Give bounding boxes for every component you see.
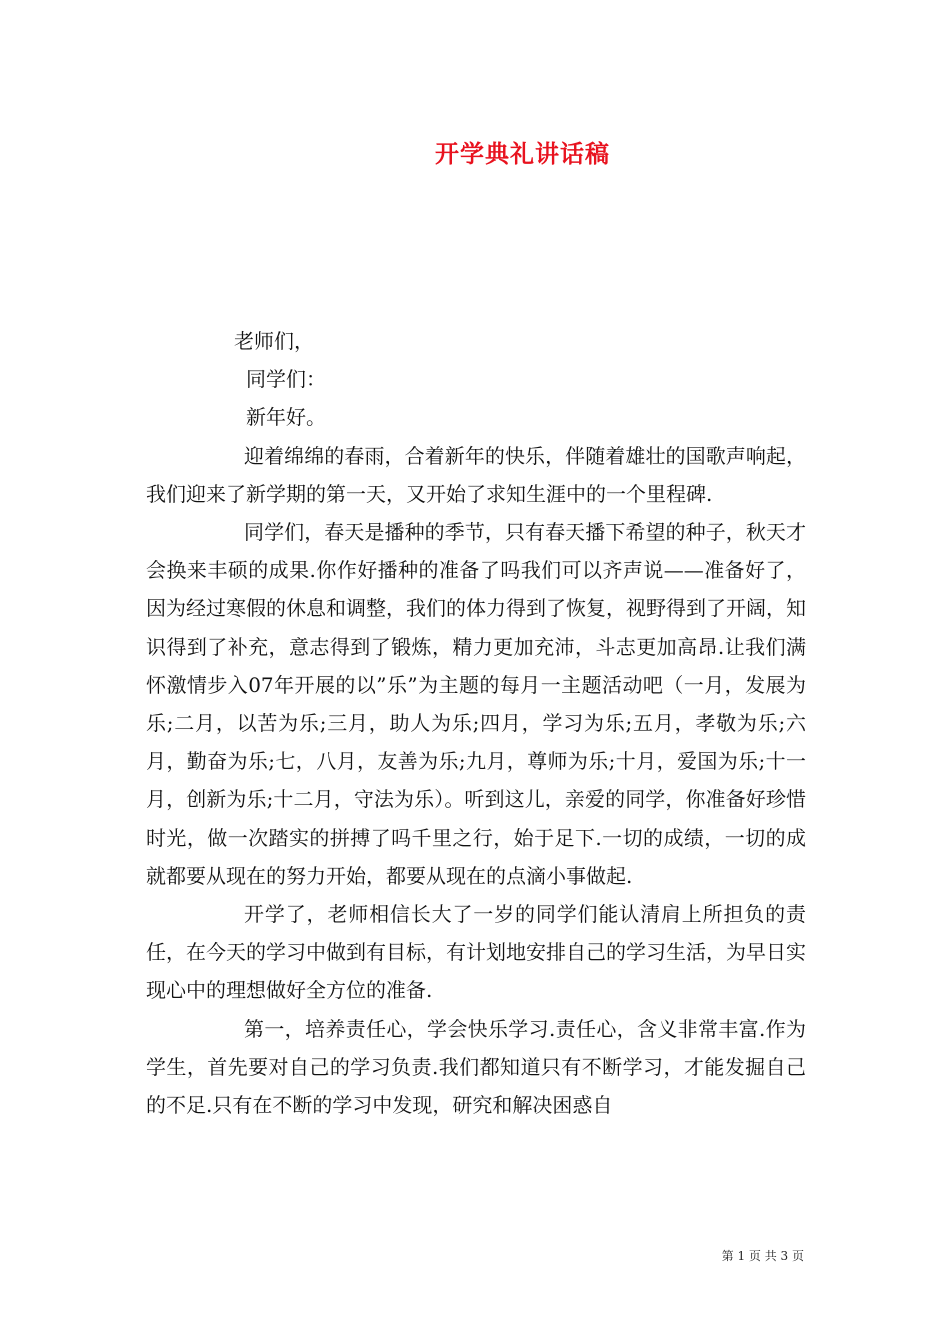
paragraph: 同学们，春天是播种的季节，只有春天播下希望的种子，秋天才会换来丰硕的成果.你作好播种的准备了吗我们可以齐声说——准备好了，因为经过寒假的休息和调整，我们的体力得到了恢复，视野得到了开阔，知识得到了补充，意志得到了锻炼，精力更加充沛，斗志更加高昂.让我们满怀激情步入07年开展的以”乐”为主题的每月一主题活动吧（一月，发展为乐;二月，以苦为乐;三月，助人为乐;四月，学习为乐;五月，孝敬为乐;六月，勤奋为乐;七，八月，友善为乐;九月，尊师为乐;十月，爱国为乐;十一月，创新为乐;十二月，守法为乐）。听到这儿，亲爱的同学，你准备好珍惜时光，做一次踏实的拼搏了吗千里之行，始于足下.一切的成绩，一切的成就都要从现在的努力开始，都要从现在的点滴小事做起. xyxy=(146,520,806,888)
paragraph: 第一，培养责任心，学会快乐学习.责任心，含义非常丰富.作为学生，首先要对自己的学习负责.我们都知道只有不断学习，才能发掘自己的不足.只有在不断的学习中发现，研究和解决困惑自 xyxy=(146,1016,806,1118)
page-title: 开学典礼讲话稿 xyxy=(435,140,610,168)
greeting-new-year: 新年好。 xyxy=(246,405,326,430)
greeting-students: 同学们： xyxy=(246,367,326,392)
paragraph: 开学了，老师相信长大了一岁的同学们能认清肩上所担负的责任，在今天的学习中做到有目标，有计划地安排自己的学习生活，为早日实现心中的理想做好全方位的准备. xyxy=(146,902,806,1003)
paragraph: 迎着绵绵的春雨，合着新年的快乐，伴随着雄壮的国歌声响起，我们迎来了新学期的第一天，又开始了求知生涯中的一个里程碑. xyxy=(146,443,806,506)
document-body xyxy=(146,322,806,1124)
greeting-teachers: 老师们， xyxy=(234,329,314,353)
page-number-footer: 第 1 页 共 3 页 xyxy=(721,1249,804,1263)
